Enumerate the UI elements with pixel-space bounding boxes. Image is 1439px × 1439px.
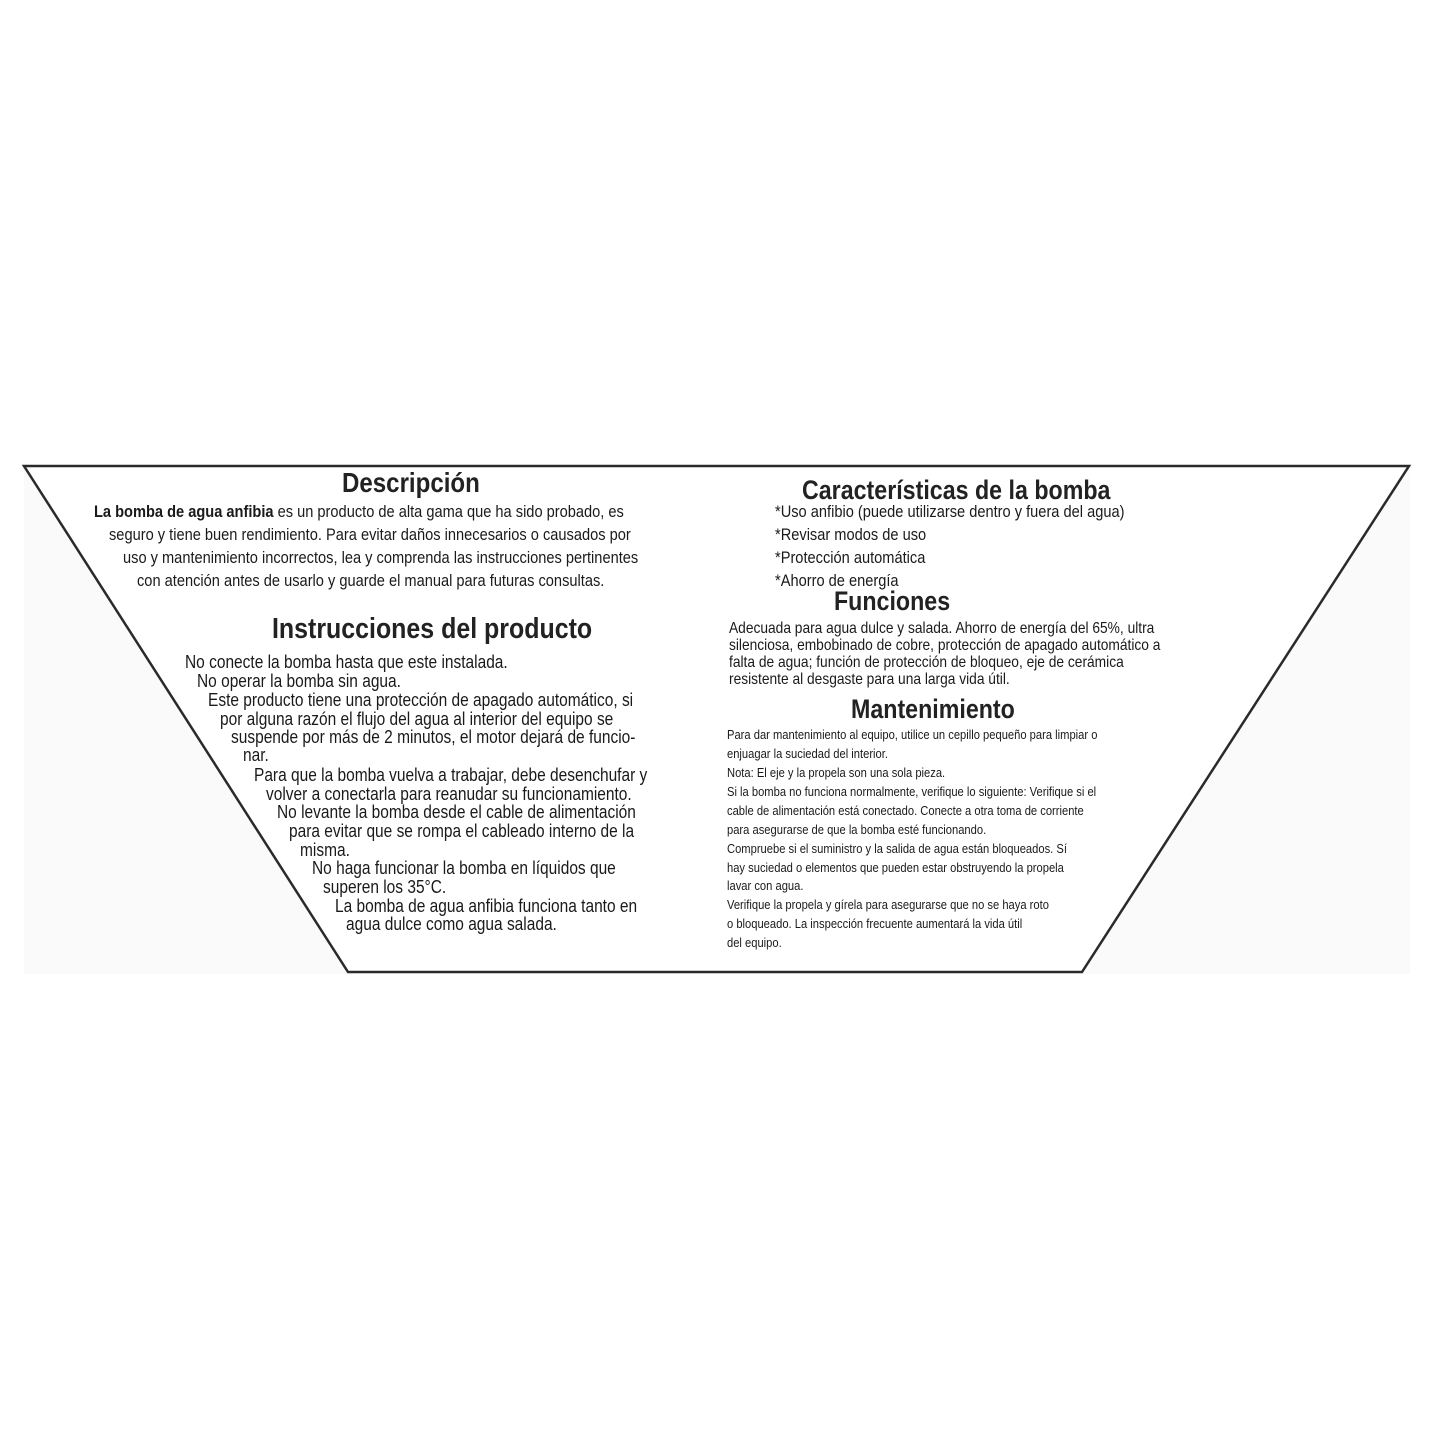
descripcion-title: Descripción bbox=[342, 467, 480, 498]
instruccion-line: suspende por más de 2 minutos, el motor dejará de funcio- bbox=[231, 727, 636, 747]
mantenimiento-line: lavar con agua. bbox=[727, 878, 804, 893]
instruccion-line: La bomba de agua anfibia funciona tanto en bbox=[335, 896, 638, 916]
mantenimiento-line: Nota: El eje y la propela son una sola pieza. bbox=[727, 765, 946, 780]
mantenimiento-line: para asegurarse de que la bomba esté funcionando. bbox=[727, 822, 987, 837]
instruccion-line: No operar la bomba sin agua. bbox=[197, 671, 401, 691]
mantenimiento-line: Verifique la propela y gírela para asegurarse que no se haya roto bbox=[727, 897, 1049, 912]
mantenimiento-line: hay suciedad o elementos que pueden estar obstruyendo la propela bbox=[727, 860, 1064, 875]
mantenimiento-line: enjuagar la suciedad del interior. bbox=[727, 746, 888, 761]
descripcion-line-1-text: es un producto de alta gama que ha sido probado, es bbox=[273, 502, 624, 521]
descripcion-line-2: seguro y tiene buen rendimiento. Para evitar daños innecesarios o causados por bbox=[109, 525, 631, 544]
instrucciones-title: Instrucciones del producto bbox=[272, 613, 593, 645]
instruccion-line: Para que la bomba vuelva a trabajar, debe desenchufar y bbox=[254, 765, 648, 785]
descripcion-line-4: con atención antes de usarlo y guarde el manual para futuras consultas. bbox=[137, 571, 605, 590]
mantenimiento-line: Si la bomba no funciona normalmente, verifique lo siguiente: Verifique si el bbox=[727, 784, 1097, 799]
descripcion-line-1 bbox=[94, 501, 624, 524]
mantenimiento-line: del equipo. bbox=[727, 935, 782, 950]
caracteristica-item: *Revisar modos de uso bbox=[775, 525, 927, 544]
instruccion-line: volver a conectarla para reanudar su funcionamiento. bbox=[266, 784, 632, 804]
instruccion-line: por alguna razón el flujo del agua al interior del equipo se bbox=[220, 709, 614, 729]
descripcion-line-3: uso y mantenimiento incorrectos, lea y comprenda las instrucciones pertinentes bbox=[123, 548, 639, 567]
funciones-line: resistente al desgaste para una larga vida útil. bbox=[729, 671, 1010, 688]
funciones-line: silenciosa, embobinado de cobre, protección de apagado automático a bbox=[729, 637, 1161, 654]
instruccion-line: misma. bbox=[300, 840, 350, 860]
caracteristica-item: *Uso anfibio (puede utilizarse dentro y fuera del agua) bbox=[775, 502, 1125, 521]
instruccion-line: Este producto tiene una protección de apagado automático, si bbox=[208, 690, 634, 710]
instruccion-line: para evitar que se rompa el cableado interno de la bbox=[289, 821, 635, 841]
mantenimiento-line: cable de alimentación está conectado. Conecte a otra toma de corriente bbox=[727, 803, 1084, 818]
funciones-line: Adecuada para agua dulce y salada. Ahorro de energía del 65%, ultra bbox=[729, 620, 1155, 637]
mantenimiento-line: o bloqueado. La inspección frecuente aumentará la vida útil bbox=[727, 916, 1023, 931]
instruccion-line: No conecte la bomba hasta que este instalada. bbox=[185, 652, 508, 672]
funciones-line: falta de agua; función de protección de bloqueo, eje de cerámica bbox=[729, 654, 1124, 671]
instruccion-line: nar. bbox=[243, 745, 269, 765]
caracteristica-item: *Protección automática bbox=[775, 548, 926, 567]
funciones-title: Funciones bbox=[834, 586, 951, 616]
mantenimiento-line: Compruebe si el suministro y la salida de agua están bloqueados. Sí bbox=[727, 841, 1067, 856]
instruccion-line: No haga funcionar la bomba en líquidos que bbox=[312, 858, 616, 878]
instruccion-line: agua dulce como agua salada. bbox=[346, 914, 557, 934]
caracteristica-item: *Ahorro de energía bbox=[775, 571, 899, 590]
instruccion-line: No levante la bomba desde el cable de alimentación bbox=[277, 802, 636, 822]
mantenimiento-title: Mantenimiento bbox=[851, 694, 1015, 724]
instruccion-line: superen los 35°C. bbox=[323, 877, 447, 897]
caracteristicas-title: Características de la bomba bbox=[802, 475, 1111, 505]
descripcion-lead-bold: La bomba de agua anfibia bbox=[94, 502, 274, 521]
mantenimiento-line: Para dar mantenimiento al equipo, utilice un cepillo pequeño para limpiar o bbox=[727, 727, 1098, 742]
